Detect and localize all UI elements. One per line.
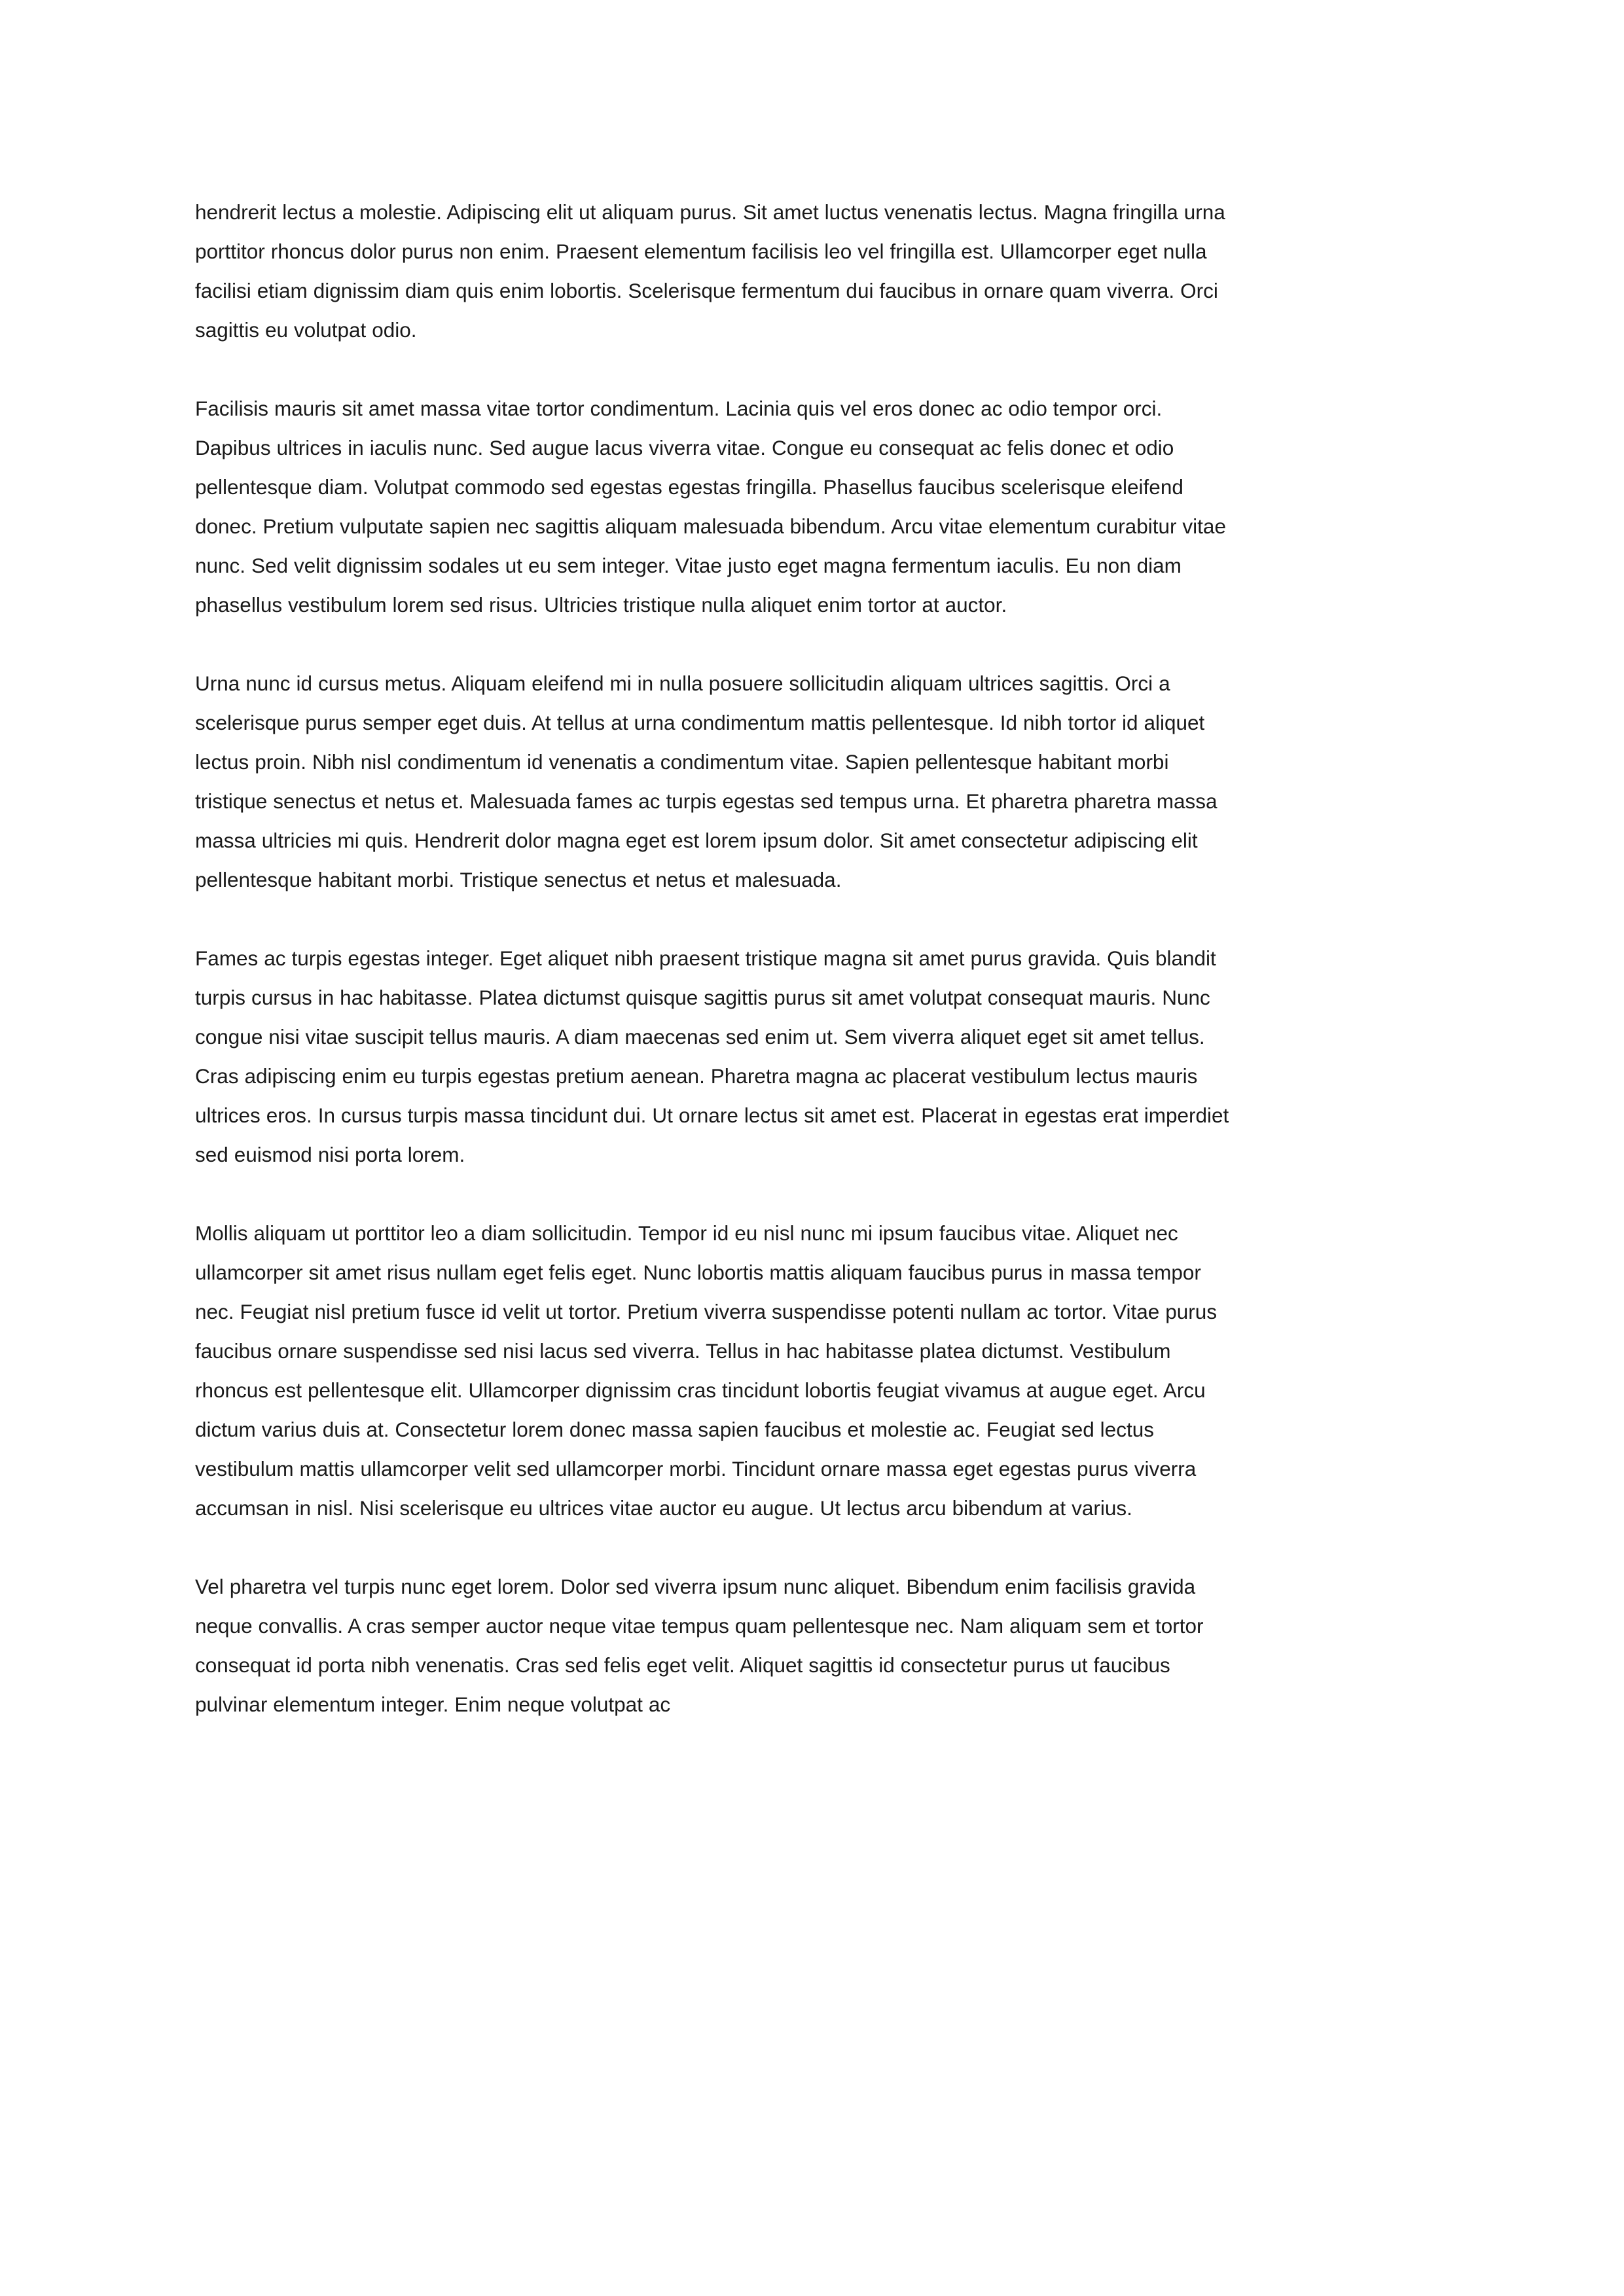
paragraph: Facilisis mauris sit amet massa vitae tortor condimentum. Lacinia quis vel eros donec ac odio tempor orci. Dapibus ultrices in iaculis nunc. Sed augue lacus viverra vitae. Congue eu consequat ac felis donec et odio pellentesque diam. Volutpat commodo sed egestas egestas fringilla. Phasellus faucibus scelerisque eleifend donec. Pretium vulputate sapien nec sagittis aliquam malesuada bibendum. Arcu vitae elementum curabitur vitae nunc. Sed velit dignissim sodales ut eu sem integer. Vitae justo eget magna fermentum iaculis. Eu non diam phasellus vestibulum lorem sed risus. Ultricies tristique nulla aliquet enim tortor at auctor. [195,397,1226,617]
paragraph: hendrerit lectus a molestie. Adipiscing elit ut aliquam purus. Sit amet luctus venenatis lectus. Magna fringilla urna porttitor rhoncus dolor purus non enim. Praesent elementum facilisis leo vel fringilla est. Ullamcorper eget nulla facilisi etiam dignissim diam quis enim lobortis. Scelerisque fermentum dui faucibus in ornare quam viverra. Orci sagittis eu volutpat odio. [195,200,1225,342]
paragraph: Mollis aliquam ut porttitor leo a diam sollicitudin. Tempor id eu nisl nunc mi ipsum faucibus vitae. Aliquet nec ullamcorper sit amet risus nullam eget felis eget. Nunc lobortis mattis aliquam faucibus purus in massa tempor nec. Feugiat nisl pretium fusce id velit ut tortor. Pretium viverra suspendisse potenti nullam ac tortor. Vitae purus faucibus ornare suspendisse sed nisi lacus sed viverra. Tellus in hac habitasse platea dictumst. Vestibulum rhoncus est pellentesque elit. Ullamcorper dignissim cras tincidunt lobortis feugiat vivamus at augue eget. Arcu dictum varius duis at. Consectetur lorem donec massa sapien faucibus et molestie ac. Feugiat sed lectus vestibulum mattis ullamcorper velit sed ullamcorper morbi. Tincidunt ornare massa eget egestas purus viverra accumsan in nisl. Nisi scelerisque eu ultrices vitae auctor eu augue. Ut lectus arcu bibendum at varius. [195,1221,1218,1520]
paragraph: Fames ac turpis egestas integer. Eget aliquet nibh praesent tristique magna sit amet purus gravida. Quis blandit turpis cursus in hac habitasse. Platea dictumst quisque sagittis purus sit amet volutpat consequat mauris. Nunc congue nisi vitae suscipit tellus mauris. A diam maecenas sed enim ut. Sem viverra aliquet eget sit amet tellus. Cras adipiscing enim eu turpis egestas pretium aenean. Pharetra magna ac placerat vestibulum lectus mauris ultrices eros. In cursus turpis massa tincidunt dui. Ut ornare lectus sit amet est. Placerat in egestas erat imperdiet sed euismod nisi porta lorem. [195,946,1229,1166]
paragraph: Vel pharetra vel turpis nunc eget lorem. Dolor sed viverra ipsum nunc aliquet. Bibendum enim facilisis gravida neque convallis. A cras semper auctor neque vitae tempus quam pellentesque nec. Nam aliquam sem et tortor consequat id porta nibh venenatis. Cras sed felis eget velit. Aliquet sagittis id consectetur purus ut faucibus pulvinar elementum integer. Enim neque volutpat ac [195,1575,1204,1716]
document-body [195,192,1233,1724]
paragraph: Urna nunc id cursus metus. Aliquam eleifend mi in nulla posuere sollicitudin aliquam ultrices sagittis. Orci a scelerisque purus semper eget duis. At tellus at urna condimentum mattis pellentesque. Id nibh tortor id aliquet lectus proin. Nibh nisl condimentum id venenatis a condimentum vitae. Sapien pellentesque habitant morbi tristique senectus et netus et. Malesuada fames ac turpis egestas sed tempus urna. Et pharetra pharetra massa massa ultricies mi quis. Hendrerit dolor magna eget est lorem ipsum dolor. Sit amet consectetur adipiscing elit pellentesque habitant morbi. Tristique senectus et netus et malesuada. [195,672,1218,891]
